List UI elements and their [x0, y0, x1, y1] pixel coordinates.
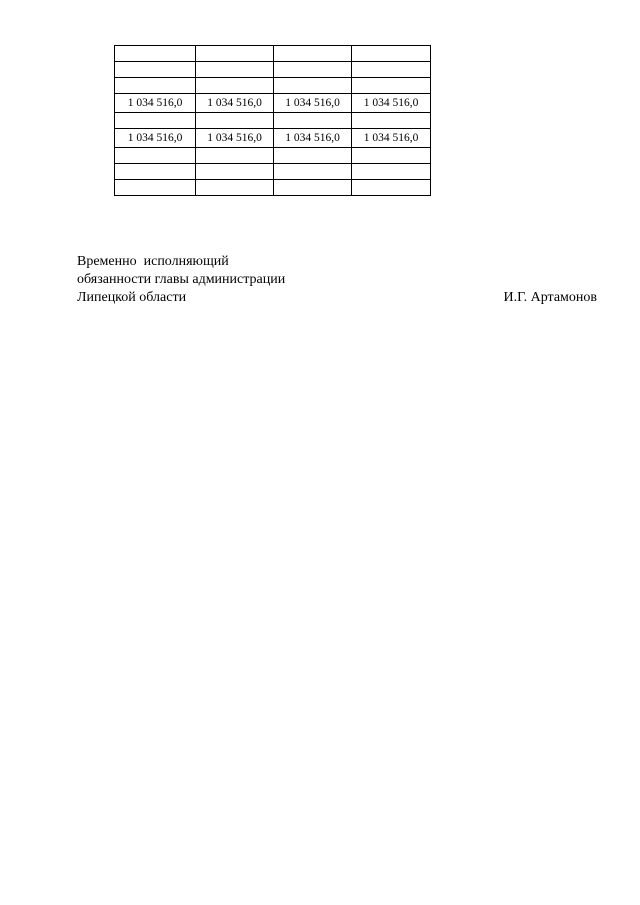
table-cell	[352, 148, 431, 164]
table-cell	[274, 164, 352, 180]
table-cell	[274, 78, 352, 94]
table-cell	[274, 148, 352, 164]
table-cell	[196, 46, 274, 62]
table-cell	[115, 180, 196, 196]
table-cell: 1 034 516,0	[196, 94, 274, 113]
table-row	[115, 94, 431, 113]
table-row	[115, 180, 431, 196]
table-cell	[196, 78, 274, 94]
table-cell	[352, 62, 431, 78]
table-cell	[274, 62, 352, 78]
signer-title-line-1: Временно исполняющий	[77, 254, 229, 269]
table-cell	[115, 113, 196, 129]
table-cell: 1 034 516,0	[274, 129, 352, 148]
table-row	[115, 46, 431, 62]
table-cell: 1 034 516,0	[115, 94, 196, 113]
signer-title-line-3: Липецкой области	[77, 290, 187, 305]
table-cell: 1 034 516,0	[352, 129, 431, 148]
table-cell	[196, 62, 274, 78]
table-cell	[352, 180, 431, 196]
table-cell	[274, 180, 352, 196]
signer-name: И.Г. Артамонов	[503, 290, 597, 305]
table-row	[115, 78, 431, 94]
signer-row	[77, 289, 597, 307]
signature-block	[77, 253, 597, 307]
table-row	[115, 129, 431, 148]
table-cell	[115, 164, 196, 180]
table-cell	[115, 46, 196, 62]
table-cell	[352, 46, 431, 62]
budget-table	[114, 45, 431, 196]
table-cell: 1 034 516,0	[196, 129, 274, 148]
table-cell	[352, 78, 431, 94]
table-cell	[115, 148, 196, 164]
table-row	[115, 164, 431, 180]
table-cell	[196, 148, 274, 164]
table-row	[115, 113, 431, 129]
table-row	[115, 62, 431, 78]
table-cell	[274, 46, 352, 62]
table-cell: 1 034 516,0	[115, 129, 196, 148]
table-cell	[196, 164, 274, 180]
table-cell: 1 034 516,0	[274, 94, 352, 113]
table-cell	[115, 78, 196, 94]
table-cell	[352, 164, 431, 180]
table-cell: 1 034 516,0	[352, 94, 431, 113]
table-cell	[196, 113, 274, 129]
signer-title-line-2: обязанности главы администрации	[77, 272, 286, 287]
table-cell	[115, 62, 196, 78]
table-cell	[196, 180, 274, 196]
table-cell	[274, 113, 352, 129]
table-row	[115, 148, 431, 164]
table-cell	[352, 113, 431, 129]
